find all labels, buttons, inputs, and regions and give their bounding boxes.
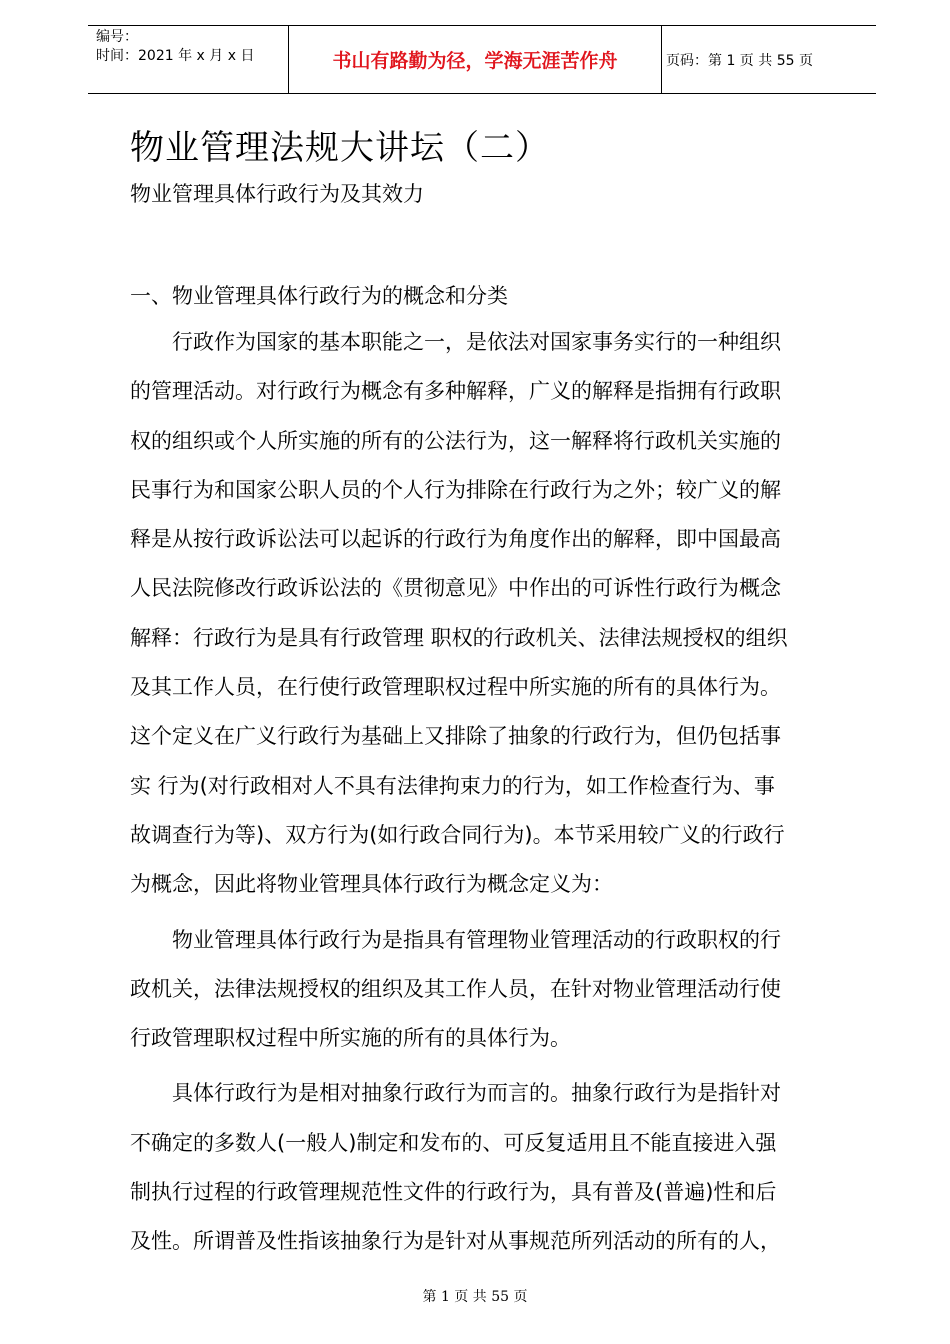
text-line: 解释：行政行为是具有行政管理 职权的行政机关、法律法规授权的组织 bbox=[130, 625, 788, 650]
page-footer: 第 1 页 共 55 页 bbox=[422, 1289, 528, 1305]
document-title: 物业管理法规大讲坛（二） bbox=[130, 128, 550, 168]
text-line: 人民法院修改行政诉讼法的《贯彻意见》中作出的可诉性行政行为概念 bbox=[130, 576, 781, 601]
text-line: 制执行过程的行政管理规范性文件的行政行为，具有普及(普遍)性和后 bbox=[130, 1180, 777, 1205]
text-line: 为概念，因此将物业管理具体行政行为概念定义为： bbox=[130, 872, 613, 897]
text-line: 物业管理具体行政行为是指具有管理物业管理活动的行政职权的行 bbox=[130, 927, 781, 952]
text-line: 故调查行为等)、双方行为(如行政合同行为)。本节采用较广义的行政行 bbox=[130, 822, 785, 847]
header-meta bbox=[96, 26, 286, 95]
text-line: 及其工作人员，在行使行政管理职权过程中所实施的所有的具体行为。 bbox=[130, 675, 781, 700]
text-line: 民事行为和国家公职人员的个人行为排除在行政行为之外；较广义的解 bbox=[130, 477, 781, 502]
text-line: 及性。所谓普及性指该抽象行为是针对从事规范所列活动的所有的人， bbox=[130, 1229, 781, 1254]
document-body bbox=[130, 318, 830, 1267]
number-label: 编号： bbox=[96, 29, 138, 45]
paragraph bbox=[130, 1069, 830, 1266]
page-header bbox=[88, 25, 876, 94]
text-line: 权的组织或个人所实施的所有的公法行为，这一解释将行政机关实施的 bbox=[130, 428, 781, 453]
text-line: 政机关，法律法规授权的组织及其工作人员，在针对物业管理活动行使 bbox=[130, 976, 781, 1001]
text-line: 不确定的多数人(一般人)制定和发布的、可反复适用且不能直接进入强 bbox=[130, 1130, 777, 1155]
document-subtitle: 物业管理具体行政行为及其效力 bbox=[130, 182, 424, 206]
section-heading: 一、物业管理具体行政行为的概念和分类 bbox=[130, 284, 508, 308]
header-page-code: 页码：第 1 页 共 55 页 bbox=[666, 52, 813, 69]
text-line: 行政作为国家的基本职能之一，是依法对国家事务实行的一种组织 bbox=[130, 330, 781, 354]
text-line: 释是从按行政诉讼法可以起诉的行政行为角度作出的解释，即中国最高 bbox=[130, 527, 781, 552]
text-line: 的管理活动。对行政行为概念有多种解释，广义的解释是指拥有行政职 bbox=[130, 379, 781, 404]
text-line: 行政管理职权过程中所实施的所有的具体行为。 bbox=[130, 1026, 571, 1051]
text-line: 这个定义在广义行政行为基础上又排除了抽象的行政行为，但仍包括事 bbox=[130, 724, 781, 749]
text-line: 实 行为(对行政相对人不具有法律拘束力的行为，如工作检查行为、事 bbox=[130, 773, 775, 798]
text-line: 具体行政行为是相对抽象行政行为而言的。抽象行政行为是指针对 bbox=[130, 1081, 781, 1106]
paragraph bbox=[130, 318, 830, 910]
header-motto: 书山有路勤为径，学海无涯苦作舟 bbox=[288, 26, 662, 93]
time-label: 时间：2021 年 x 月 x 日 bbox=[96, 48, 255, 64]
paragraph bbox=[130, 916, 830, 1064]
